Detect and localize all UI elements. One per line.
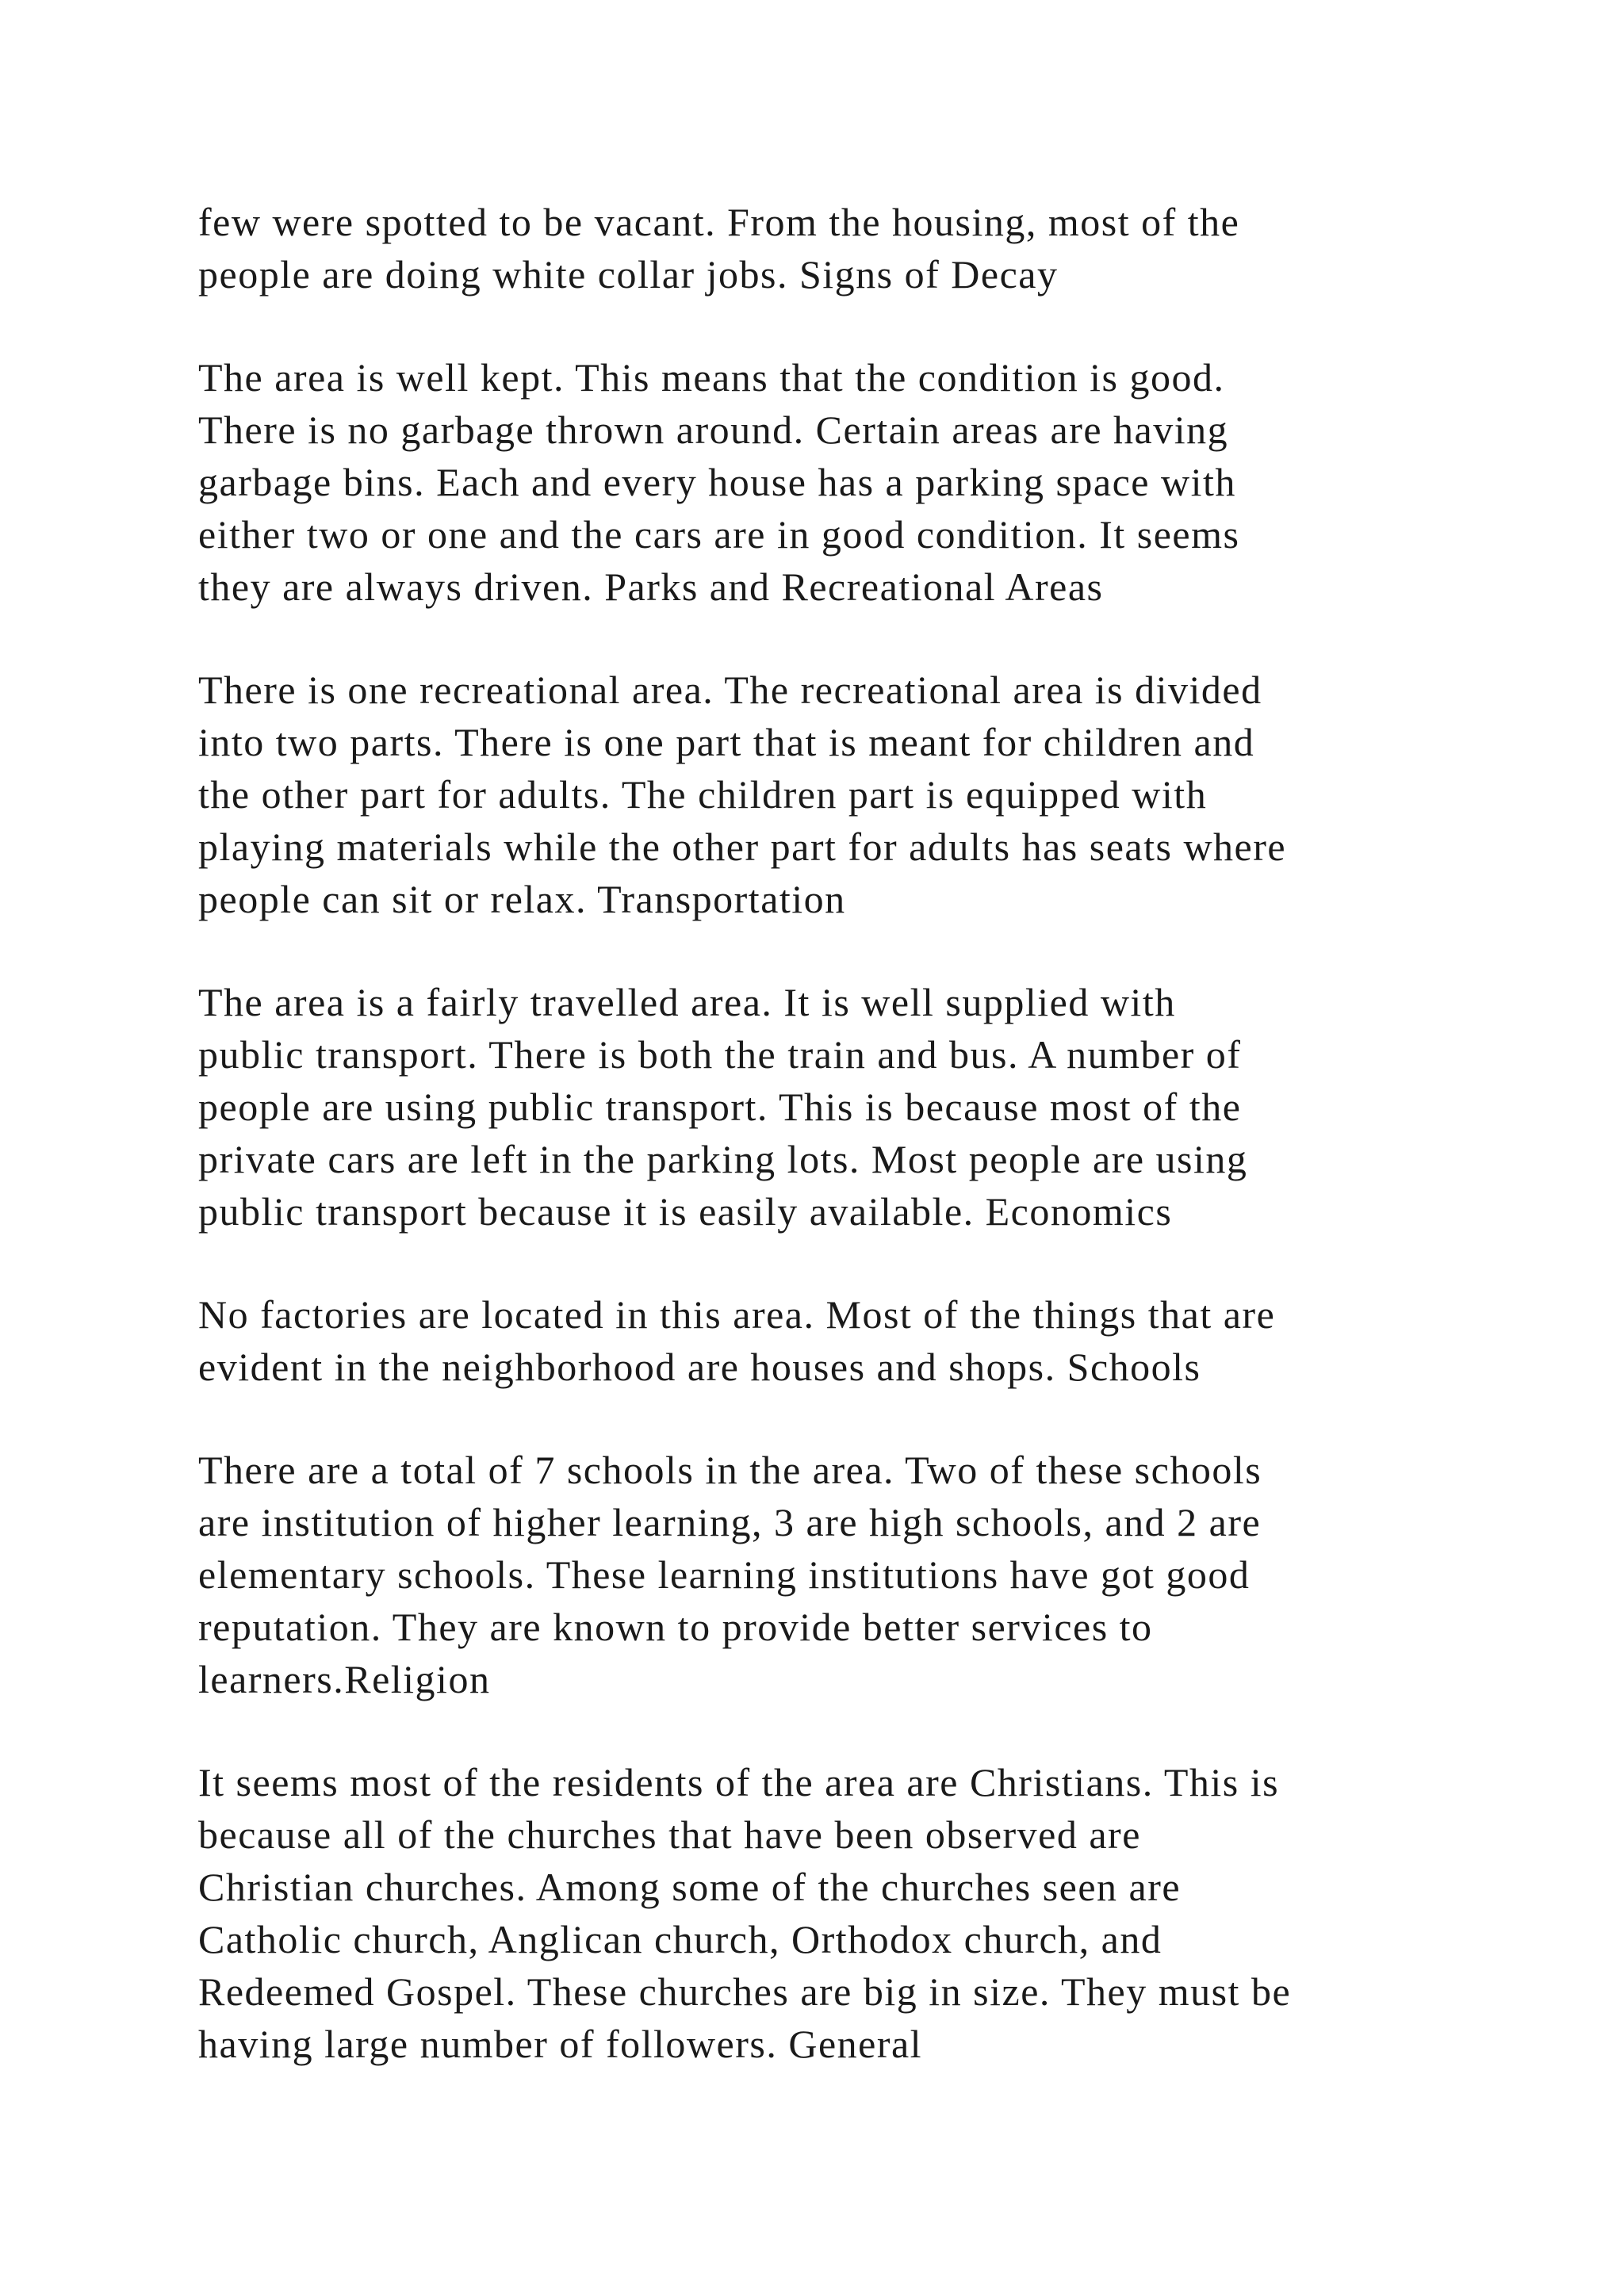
paragraph-housing: few were spotted to be vacant. From the housing, most of the people are doing white collar jobs. Signs of Decay [198,200,1240,297]
document-body [198,196,1467,2070]
paragraph-transportation: The area is a fairly travelled area. It is well supplied with public transport. There is both the train and bus. A number of people are using public transport. This is because most of the private cars are left in the parking lots. Most people are using public transport because it is easily available. Economics [198,980,1248,1234]
paragraph-religion: It seems most of the residents of the area are Christians. This is because all of the churches that have been observed are Christian churches. Among some of the churches seen are Catholic church, Anglican church, Orthodox church, and Redeemed Gospel. These churches are big in size. They must be having large number of followers. General [198,1760,1292,2066]
paragraph-signs-of-decay: The area is well kept. This means that the condition is good. There is no garbage thrown around. Certain areas are having garbage bins. Each and every house has a parking space with either two or one and the cars are in good condition. It seems they are always driven. Parks and Recreational Areas [198,355,1240,609]
paragraph-parks-recreation: There is one recreational area. The recreational area is divided into two parts. There is one part that is meant for children and the other part for adults. The children part is equipped with playing materials while the other part for adults has seats where people can sit or relax. Transportation [198,668,1287,921]
paragraph-economics: No factories are located in this area. Most of the things that are evident in the neighborhood are houses and shops. Schools [198,1292,1276,1389]
paragraph-schools: There are a total of 7 schools in the area. Two of these schools are institution of higher learning, 3 are high schools, and 2 are elementary schools. These learning institutions have got good reputation. They are known to provide better services to learners.Religion [198,1448,1262,1701]
